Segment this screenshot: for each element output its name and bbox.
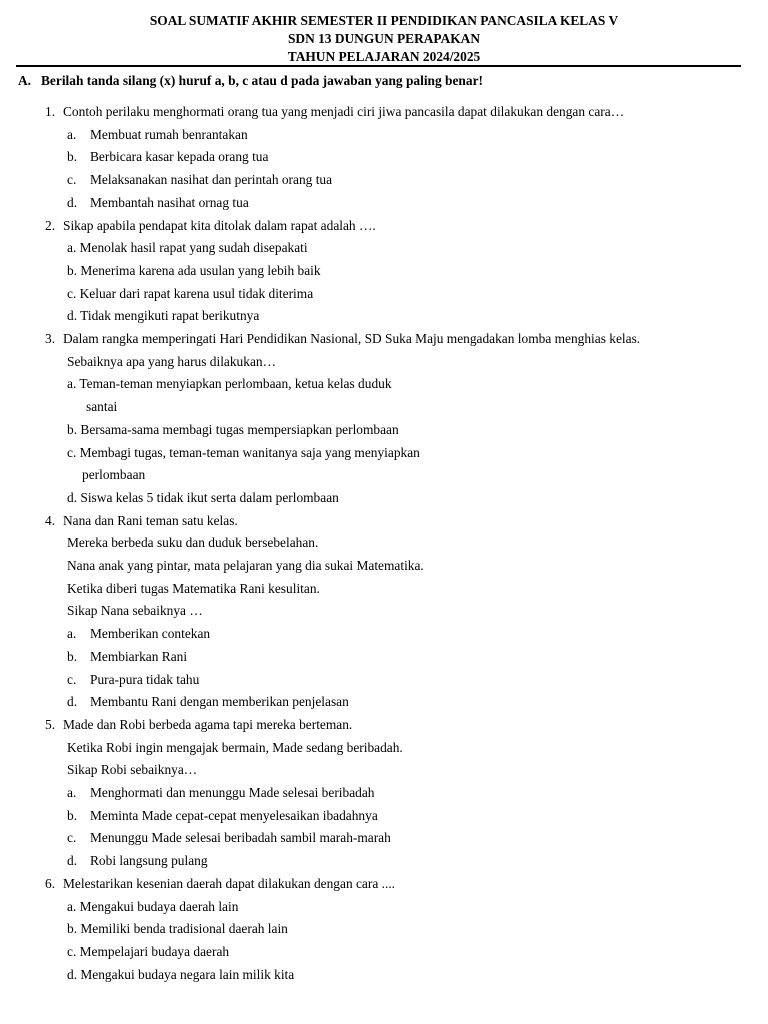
option-text: Pura-pura tidak tahu (90, 671, 200, 687)
option-text: d. Siswa kelas 5 tidak ikut serta dalam perlombaan (67, 489, 339, 505)
option-label: d. (67, 194, 78, 210)
option-label: c. (67, 830, 77, 846)
option-text: c. Membagi tugas, teman-teman wanitanya saja yang menyiapkan (67, 444, 420, 460)
question-number: 1. (45, 104, 56, 119)
question-text: Ketika diberi tugas Matematika Rani kesulitan. (67, 580, 320, 596)
question-text: Contoh perilaku menghormati orang tua yang menjadi ciri jiwa pancasila dapat dilakukan dengan cara… (63, 104, 625, 119)
option-label: a. (67, 126, 77, 142)
section-label: A. (18, 73, 32, 88)
option-label: a. (67, 785, 77, 800)
question-text: Sikap apabila pendapat kita ditolak dalam rapat adalah …. (63, 217, 376, 233)
option-text: Berbicara kasar kepada orang tua (90, 149, 269, 165)
option-text: b. Bersama-sama membagi tugas mempersiapkan perlombaan (67, 421, 399, 437)
header-divider (16, 65, 741, 67)
option-text: Membantu Rani dengan memberikan penjelasan (90, 694, 349, 710)
section-instruction: Berilah tanda silang (x) huruf a, b, c atau d pada jawaban yang paling benar! (41, 73, 483, 88)
option-text: d. Tidak mengikuti rapat berikutnya (67, 308, 260, 324)
option-label: b. (67, 149, 78, 165)
option-text: Memberikan contekan (90, 626, 211, 642)
option-text-continued: perlombaan (82, 467, 146, 483)
option-label: d. (67, 694, 78, 710)
option-text: a. Mengakui budaya daerah lain (67, 898, 239, 914)
question-text: Sebaiknya apa yang harus dilakukan… (67, 353, 276, 369)
option-text: Membiarkan Rani (90, 648, 188, 664)
question-text: Sikap Nana sebaiknya … (67, 603, 203, 619)
option-text: a. Menolak hasil rapat yang sudah disepakati (67, 240, 308, 256)
option-label: c. (67, 671, 77, 687)
option-text: b. Menerima karena ada usulan yang lebih baik (67, 262, 321, 278)
option-label: c. (67, 172, 77, 188)
option-text: a. Teman-teman menyiapkan perlombaan, ketua kelas duduk (67, 376, 392, 392)
option-label: d. (67, 853, 78, 869)
question-text: Nana anak yang pintar, mata pelajaran yang dia sukai Matematika. (67, 558, 424, 573)
question-text: Made dan Robi berbeda agama tapi mereka berteman. (63, 716, 353, 732)
option-text: Menghormati dan menunggu Made selesai beribadah (90, 785, 375, 800)
option-text: d. Mengakui budaya negara lain milik kita (67, 966, 295, 982)
option-text: Membuat rumah benrantakan (90, 126, 248, 142)
question-text: Mereka berbeda suku dan duduk bersebelahan. (67, 535, 319, 551)
question-number: 3. (45, 331, 56, 346)
option-text: Robi langsung pulang (90, 853, 208, 869)
option-text: Menunggu Made selesai beribadah sambil marah-marah (90, 830, 391, 846)
option-text: Meminta Made cepat-cepat menyelesaikan ibadahnya (90, 807, 378, 823)
option-text: c. Mempelajari budaya daerah (67, 943, 230, 959)
question-number: 2. (45, 217, 56, 233)
option-text-continued: santai (86, 399, 118, 415)
header-school: SDN 13 DUNGUN PERAPAKAN (287, 31, 481, 46)
header-title: SOAL SUMATIF AKHIR SEMESTER II PENDIDIKAN PANCASILA KELAS V (149, 13, 619, 28)
question-text: Dalam rangka memperingati Hari Pendidikan Nasional, SD Suka Maju mengadakan lomba menghias kelas. (63, 331, 641, 346)
option-text: Melaksanakan nasihat dan perintah orang tua (90, 172, 333, 188)
question-number: 6. (45, 875, 56, 891)
option-label: b. (67, 807, 78, 823)
header-year: TAHUN PELAJARAN 2024/2025 (287, 49, 481, 64)
question-text: Sikap Robi sebaiknya… (67, 762, 198, 778)
option-label: b. (67, 648, 78, 664)
option-text: c. Keluar dari rapat karena usul tidak diterima (67, 285, 314, 301)
option-text: b. Memiliki benda tradisional daerah lain (67, 921, 288, 937)
question-text: Melestarikan kesenian daerah dapat dilakukan dengan cara .... (63, 875, 396, 891)
question-text: Ketika Robi ingin mengajak bermain, Made sedang beribadah. (67, 739, 403, 755)
option-label: a. (67, 626, 77, 642)
question-number: 4. (45, 512, 56, 528)
question-number: 5. (45, 716, 56, 732)
option-text: Membantah nasihat ornag tua (90, 194, 249, 210)
question-text: Nana dan Rani teman satu kelas. (63, 512, 238, 528)
